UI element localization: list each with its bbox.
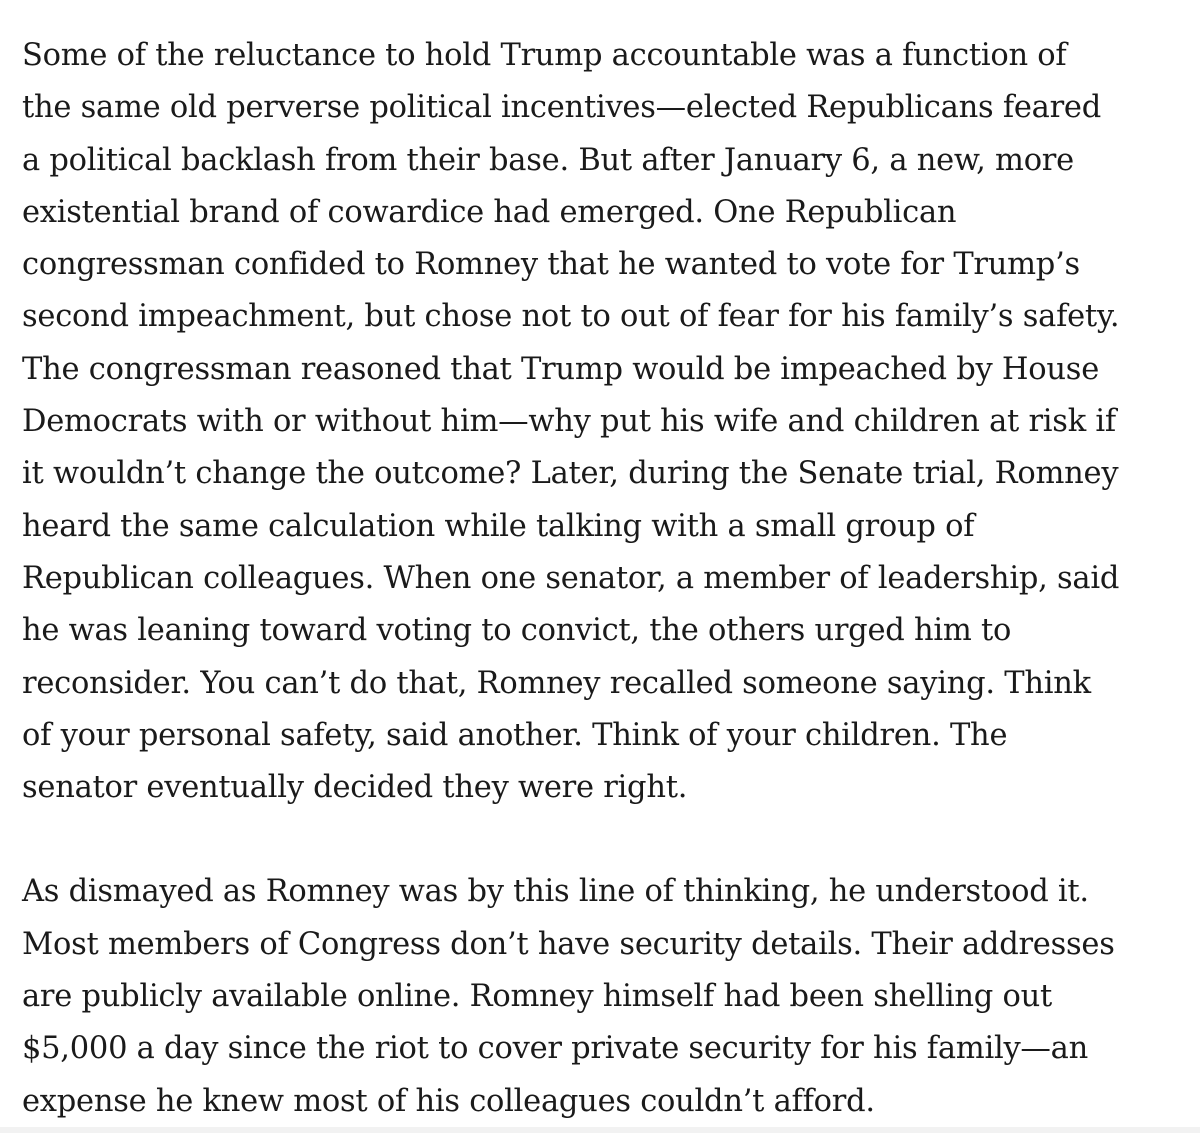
article-paragraph: As dismayed as Romney was by this line of thinking, he understood it. Most members of Congress don’t have security details. Their addresses are publicly available online. Romney himself had been shelling out $5,000 a day since the riot to cover private security for his family—an expense he knew most of his colleagues couldn’t afford. bbox=[22, 874, 1115, 1119]
article-paragraph: Some of the reluctance to hold Trump accountable was a function of the same old perverse political incentives—elected Republicans feared a political backlash from their base. But after January 6, a new, more existential brand of cowardice had emerged. One Republican congressman confided to Romney that he wanted to vote for Trump’s second impeachment, but chose not to out of fear for his family’s safety. The congressman reasoned that Trump would be impeached by House Democrats with or without him—why put his wife and children at risk if it wouldn’t change the outcome? Later, during the Senate trial, Romney heard the same calculation while talking with a small group of Republican colleagues. When one senator, a member of leadership, said he was leaning toward voting to convict, the others urged him to reconsider. You can’t do that, Romney recalled someone saying. Think of your personal safety, said another. Think of your children. The senator eventually decided they were right. bbox=[22, 38, 1120, 806]
bottom-divider bbox=[0, 1127, 1200, 1133]
article-body bbox=[22, 30, 1122, 1128]
